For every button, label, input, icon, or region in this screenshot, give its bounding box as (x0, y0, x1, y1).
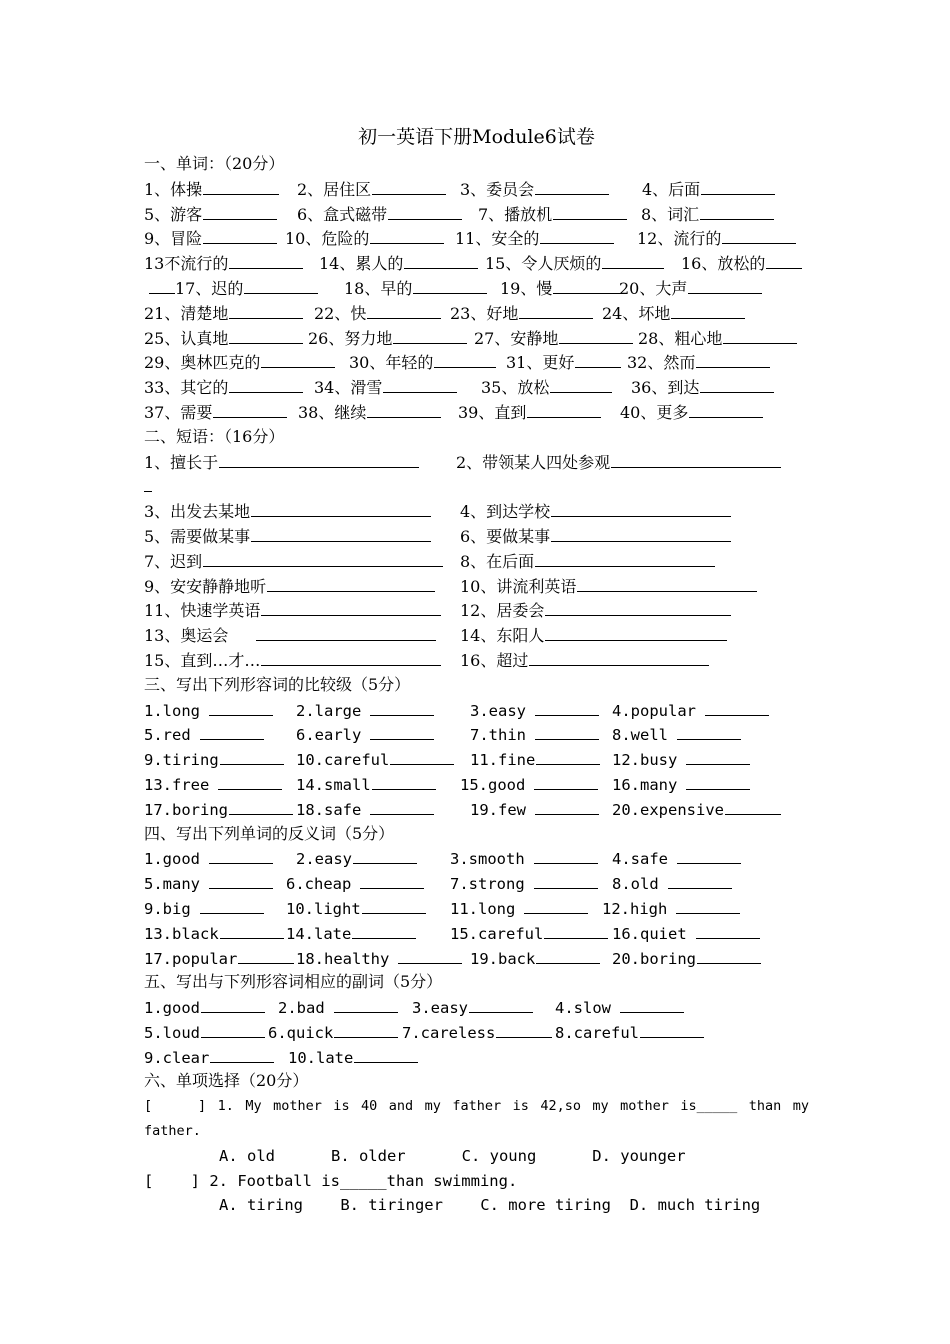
adverbs-row (144, 995, 809, 1020)
words-row (144, 226, 809, 251)
word-item: 27、安静地 (474, 326, 633, 352)
phrases-row (144, 574, 809, 599)
adverb-item: 10.late (288, 1045, 418, 1071)
phrase-item: 12、居委会 (460, 598, 731, 624)
word-item: 10、危险的 (285, 226, 444, 252)
adverb-item: 3.easy (412, 995, 533, 1021)
word-item: 24、坏地 (602, 301, 745, 327)
antonym-item: 1.good (144, 846, 273, 872)
comparative-item: 7.thin (470, 722, 599, 748)
antonym-item: 6.cheap (286, 871, 424, 897)
question-2-stem: [ ] 2. Football is_____than swimming. (144, 1171, 518, 1190)
phrases-row (144, 474, 809, 499)
words-row (144, 276, 809, 301)
antonym-item: 17.popular (144, 946, 294, 972)
comparative-item: 4.popular (612, 698, 769, 724)
antonym-item: 12.high (602, 896, 740, 922)
antonym-item: 9.big (144, 896, 264, 922)
words-row (144, 202, 809, 227)
comparative-item: 18.safe (296, 797, 434, 823)
phrases-row (144, 450, 809, 475)
comparatives-row (144, 772, 809, 797)
word-item: 9、冒险 (144, 226, 277, 252)
word-item: 14、累人的 (319, 251, 478, 277)
comparatives-row (144, 797, 809, 822)
antonym-item: 7.strong (450, 871, 598, 897)
adverb-item: 2.bad (278, 995, 398, 1021)
antonyms-row (144, 871, 809, 896)
word-item: 20、大声 (619, 276, 762, 302)
word-item: 36、到达 (631, 375, 774, 401)
phrase-item: 5、需要做某事 (144, 524, 431, 550)
word-item: 7、播放机 (478, 202, 627, 228)
exam-page (144, 123, 809, 1218)
phrase-item: 10、讲流利英语 (460, 574, 757, 600)
section-heading-phrases: 二、短语：（16分） (144, 426, 285, 446)
phrase-item: 7、迟到 (144, 549, 443, 575)
antonym-item: 10.light (286, 896, 426, 922)
comparatives-row (144, 722, 809, 747)
antonym-item: 15.careful (450, 921, 608, 947)
phrases-row (144, 499, 809, 524)
word-item: 19、慢 (500, 276, 627, 302)
word-item: 1、体操 (144, 177, 279, 203)
question-1-options: A. old B. older C. young D. younger (219, 1146, 686, 1165)
phrase-item: 2、带领某人四处参观 (456, 450, 781, 476)
comparative-item: 12.busy (612, 747, 750, 773)
antonym-item: 2.easy (296, 846, 417, 872)
phrases-row (144, 549, 809, 574)
section-heading-choice: 六、单项选择（20分） (144, 1071, 309, 1091)
phrase-item: 9、安安静静地听 (144, 574, 435, 600)
adverb-item: 5.loud (144, 1020, 265, 1046)
phrase-item: 14、东阳人 (460, 623, 727, 649)
comparative-item: 6.early (296, 722, 434, 748)
word-item: 17、迟的 (149, 276, 318, 302)
comparative-item: 20.expensive (612, 797, 781, 823)
adverbs-row (144, 1020, 809, 1045)
comparative-item: 5.red (144, 722, 264, 748)
antonyms-row (144, 846, 809, 871)
words-row (144, 400, 809, 425)
word-item: 18、早的 (344, 276, 487, 302)
phrase-item: 3、出发去某地 (144, 499, 431, 525)
words-row (144, 177, 809, 202)
word-item: 39、直到 (458, 400, 601, 426)
phrase-item: 4、到达学校 (460, 499, 731, 525)
comparative-item: 3.easy (470, 698, 599, 724)
word-item: 11、安全的 (455, 226, 614, 252)
phrase-item: 13、奥运会 (144, 623, 436, 649)
phrases-row (144, 598, 809, 623)
word-item: 22、快 (314, 301, 441, 327)
words-row (144, 301, 809, 326)
antonym-item: 3.smooth (450, 846, 598, 872)
antonym-item: 14.late (286, 921, 416, 947)
words-row (144, 350, 809, 375)
adverbs-row (144, 1045, 809, 1070)
phrase-item: 6、要做某事 (460, 524, 731, 550)
section-heading-antonyms: 四、写出下列单词的反义词（5分） (144, 823, 395, 843)
antonym-item: 5.many (144, 871, 273, 897)
antonyms-row (144, 921, 809, 946)
antonym-item: 16.quiet (612, 921, 760, 947)
word-item: 4、后面 (642, 177, 775, 203)
comparative-item: 9.tiring (144, 747, 284, 773)
comparative-item: 8.well (612, 722, 741, 748)
words-row (144, 375, 809, 400)
antonym-item: 19.back (470, 946, 600, 972)
comparative-item: 10.careful (296, 747, 454, 773)
adverb-item: 1.good (144, 995, 265, 1021)
comparatives-row (144, 747, 809, 772)
word-item: 6、盒式磁带 (297, 202, 462, 228)
phrase-item: 8、在后面 (460, 549, 715, 575)
section-heading-words: 一、单词：（20分） (144, 154, 285, 173)
comparative-item: 16.many (612, 772, 750, 798)
word-item: 33、其它的 (144, 375, 303, 401)
comparative-item: 1.long (144, 698, 273, 724)
phrase-item: 15、直到…才… (144, 648, 441, 674)
word-item: 29、奥林匹克的 (144, 350, 335, 376)
phrase-item: 1、擅长于 (144, 450, 419, 476)
word-item: 34、滑雪 (314, 375, 457, 401)
adverb-item: 4.slow (555, 995, 684, 1021)
antonyms-row (144, 946, 809, 971)
antonym-item: 13.black (144, 921, 284, 947)
word-item: 37、需要 (144, 400, 287, 426)
antonyms-row (144, 896, 809, 921)
word-item: 23、好地 (450, 301, 593, 327)
phrase-item: 11、快速学英语 (144, 598, 441, 624)
phrases-row (144, 524, 809, 549)
comparative-item: 2.large (296, 698, 434, 724)
antonym-item: 4.safe (612, 846, 741, 872)
words-row (144, 326, 809, 351)
word-item: 32、然而 (627, 350, 770, 376)
word-item: 38、继续 (298, 400, 441, 426)
section-heading-adverbs: 五、写出与下列形容词相应的副词（5分） (144, 972, 443, 992)
phrase-item: 16、超过 (460, 648, 709, 674)
comparative-item: 17.boring (144, 797, 293, 823)
word-item: 15、令人厌烦的 (485, 251, 664, 277)
antonym-item: 20.boring (612, 946, 761, 972)
question-2-options: A. tiring B. tiringer C. more tiring D. much tiring (219, 1196, 761, 1215)
word-item: 5、游客 (144, 202, 277, 228)
words-row (144, 251, 809, 276)
word-item: 25、认真地 (144, 326, 303, 352)
phrase-item (144, 474, 152, 500)
page-title: 初一英语下册Module6试卷 (358, 126, 595, 148)
phrases-row (144, 648, 809, 673)
word-item: 35、放松 (481, 375, 612, 401)
comparatives-row (144, 698, 809, 723)
word-item: 12、流行的 (637, 226, 796, 252)
comparative-item: 15.good (460, 772, 598, 798)
comparative-item: 14.small (296, 772, 436, 798)
word-item: 8、词汇 (641, 202, 774, 228)
adverb-item: 8.careful (555, 1020, 704, 1046)
antonym-item: 11.long (450, 896, 588, 922)
word-item: 2、居住区 (297, 177, 446, 203)
adverb-item: 6.quick (268, 1020, 398, 1046)
word-item: 40、更多 (620, 400, 763, 426)
word-item: 3、委员会 (460, 177, 609, 203)
comparative-item: 11.fine (470, 747, 600, 773)
word-item: 28、粗心地 (638, 326, 797, 352)
question-1-stem-continued: father. (144, 1123, 201, 1140)
word-item: 31、更好 (506, 350, 621, 376)
word-item: 26、努力地 (308, 326, 467, 352)
word-item: 13不流行的 (144, 251, 303, 277)
word-item: 16、放松的 (681, 251, 802, 277)
comparative-item: 19.few (470, 797, 599, 823)
question-1-stem: [ ] 1. My mother is 40 and my father is 42,so my mother is_____ than my (144, 1098, 809, 1115)
comparative-item: 13.free (144, 772, 282, 798)
section-heading-comparatives: 三、写出下列形容词的比较级（5分） (144, 674, 411, 694)
adverb-item: 9.clear (144, 1045, 274, 1071)
antonym-item: 8.old (612, 871, 732, 897)
word-item: 30、年轻的 (349, 350, 496, 376)
word-item: 21、清楚地 (144, 301, 303, 327)
adverb-item: 7.careless (402, 1020, 552, 1046)
antonym-item: 18.healthy (296, 946, 462, 972)
phrases-row (144, 623, 809, 648)
